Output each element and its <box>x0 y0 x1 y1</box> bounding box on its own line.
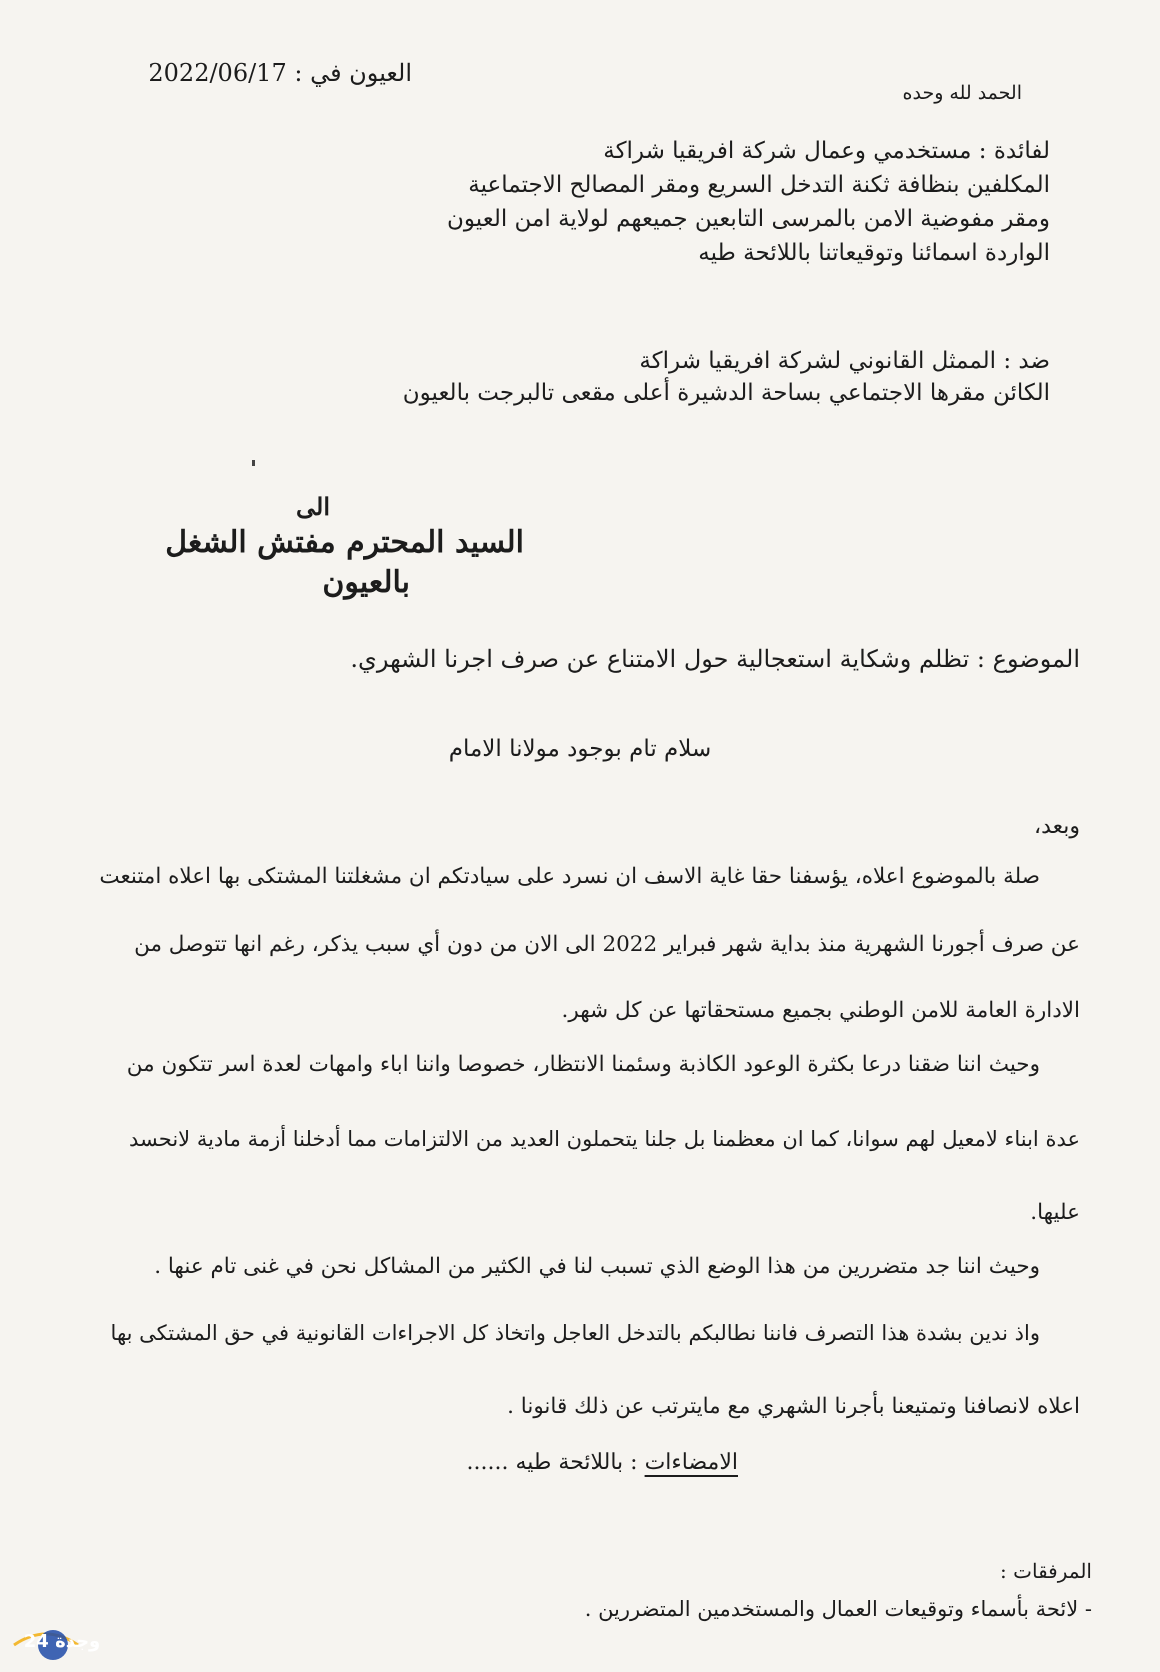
subject: الموضوع : تظلم وشكاية استعجالية حول الامتناع عن صرف اجرنا الشهري. <box>350 645 1080 673</box>
body-line-1: صلة بالموضوع اعلاه، يؤسفنا حقا غاية الاسف ان نسرد على سيادتكم ان مشغلتنا المشتكى بها اعلاه امتنعت <box>99 864 1040 889</box>
watermark-logo <box>6 1615 126 1665</box>
addressee-title: السيد المحترم مفتش الشغل <box>165 525 524 560</box>
body-line-6: عليها. <box>1030 1200 1080 1225</box>
place-date: العيون في : 2022/06/17 <box>148 59 412 87</box>
watermark-text: وجدة 24 <box>23 1631 101 1652</box>
signatures-value: : باللائحة طيه ...... <box>466 1450 638 1475</box>
for-line-2: المكلفين بنظافة ثكنة التدخل السريع ومقر المصالح الاجتماعية <box>468 172 1050 198</box>
greeting: سلام تام بوجود مولانا الامام <box>448 736 712 762</box>
body-line-3: الادارة العامة للامن الوطني بجميع مستحقاتها عن كل شهر. <box>561 998 1080 1023</box>
basmala: الحمد لله وحده <box>902 82 1022 104</box>
for-line-1: لفائدة : مستخدمي وعمال شركة افريقيا شراكة <box>603 138 1050 164</box>
body-line-4: وحيث اننا ضقنا درعا بكثرة الوعود الكاذبة وسئمنا الانتظار، خصوصا واننا اباء وامهات لعدة اسر تتكون من <box>126 1052 1040 1077</box>
body-line-9: اعلاه لانصافنا وتمتيعنا بأجرنا الشهري مع مايترتب عن ذلك قانونا . <box>507 1394 1080 1419</box>
body-line-5: عدة ابناء لامعيل لهم سوانا، كما ان معظمنا بل جلنا يتحملون العديد من الالتزامات مما أدخلنا أزمة مادية لانحسد <box>129 1127 1080 1151</box>
body-line-8: واذ ندين بشدة هذا التصرف فاننا نطالبكم بالتدخل العاجل واتخاذ كل الاجراءات القانونية في حق المشتكى بها <box>110 1321 1040 1345</box>
attachments-item: - لائحة بأسماء وتوقيعات العمال والمستخدمين المتضررين . <box>584 1597 1092 1621</box>
body-line-7: وحيث اننا جد متضررين من هذا الوضع الذي تسبب لنا في الكثير من المشاكل نحن في غنى تام عنها . <box>154 1254 1040 1279</box>
addressee-to: الى <box>296 492 330 521</box>
for-line-4: الواردة اسمائنا وتوقيعاتنا باللائحة طيه <box>698 240 1050 266</box>
against-line-1: ضد : الممثل القانوني لشركة افريقيا شراكة <box>639 348 1050 374</box>
addressee-city: بالعيون <box>322 565 410 600</box>
body-line-2: عن صرف أجورنا الشهرية منذ بداية شهر فبراير 2022 الى الان من دون أي سبب يذكر، رغم انها تتوصل من <box>134 932 1080 957</box>
stray-mark <box>252 460 255 466</box>
opening: وبعد، <box>1033 814 1080 839</box>
for-line-3: ومقر مفوضية الامن بالمرسى التابعين جميعهم لولاية امن العيون <box>447 206 1050 232</box>
attachments-label: المرفقات : <box>1000 1559 1092 1583</box>
signatures <box>0 1448 738 1478</box>
signatures-label: الامضاءات <box>644 1450 738 1475</box>
against-line-2: الكائن مقرها الاجتماعي بساحة الدشيرة أعلى مقعى تالبرجت بالعيون <box>402 380 1050 406</box>
